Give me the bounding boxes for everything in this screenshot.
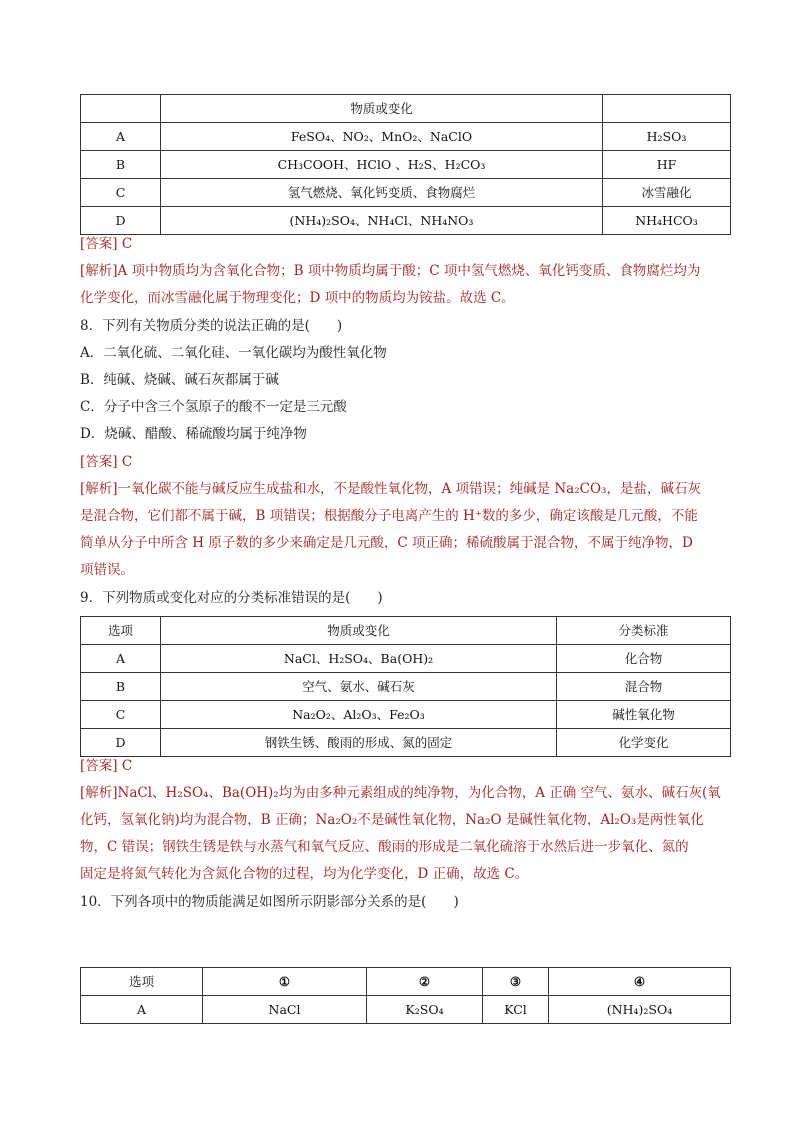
q8-analysis-line: 是混合物，它们都不属于碱，B 项错误；根据酸分子电离产生的 H⁺数的多少，确定该酸是几元酸，不能	[80, 508, 698, 524]
q9-analysis-line: 物，C 错误；钢铁生锈是铁与水蒸气和氧气反应、酸雨的形成是二氧化硫溶于水然后进一步氧化、氮的	[80, 839, 689, 855]
q7-analysis-line: 化学变化，而冰雪融化属于物理变化；D 项中的物质均为铵盐。故选 C。	[80, 290, 515, 306]
q9-table	[80, 616, 731, 757]
row-content: 空气、氨水、碱石灰	[161, 673, 557, 701]
row-label: D	[81, 207, 161, 235]
q9-analysis-line: [解析]NaCl、H₂SO₄、Ba(OH)₂均为由多种元素组成的纯净物，为化合物，A 正确 空气、氨水、碱石灰(氧	[80, 785, 721, 801]
table-header-cell	[81, 95, 161, 123]
q8-option-b: B．纯碱、烧碱、碱石灰都属于碱	[80, 372, 279, 388]
q9-answer: [答案] C	[80, 758, 133, 774]
row-label: A	[81, 123, 161, 151]
q8-analysis-line: 简单从分子中所含 H 原子数的多少来确定是几元酸，C 项正确；稀硫酸属于混合物，不属于纯净物，D	[80, 535, 693, 551]
table-header-cell: 物质或变化	[161, 95, 603, 123]
table-row	[81, 123, 731, 151]
row-content: Na₂O₂、Al₂O₃、Fe₂O₃	[161, 701, 557, 729]
q9-analysis-line: 化钙，氢氧化钠)均为混合物，B 正确；Na₂O₂不是碱性氧化物，Na₂O 是碱性氧化物，Al₂O₃是两性氧化	[80, 812, 704, 828]
row-label: C	[81, 179, 161, 207]
row-category: 化学变化	[557, 729, 731, 757]
q8-option-a: A．二氧化硫、二氧化硅、一氧化碳均为酸性氧化物	[80, 345, 387, 361]
row-cell: K₂SO₄	[367, 996, 483, 1024]
q7-analysis-line: [解析]A 项中物质均为含氧化合物；B 项中物质均属于酸；C 项中氢气燃烧、氧化钙变质、食物腐烂均为	[80, 263, 701, 279]
table-header-cell: 选项	[81, 968, 203, 996]
row-label: D	[81, 729, 161, 757]
row-label: B	[81, 673, 161, 701]
row-extra: 冰雪融化	[603, 179, 731, 207]
table-header-cell: ①	[203, 968, 367, 996]
table-row	[81, 729, 731, 757]
table-header-cell: ④	[549, 968, 731, 996]
row-category: 碱性氧化物	[557, 701, 731, 729]
q8-analysis-line: 项错误。	[80, 562, 134, 578]
q8-stem: 8．下列有关物质分类的说法正确的是( )	[80, 318, 343, 334]
table-header-cell: ②	[367, 968, 483, 996]
row-category: 化合物	[557, 645, 731, 673]
table-header-cell: 分类标准	[557, 617, 731, 645]
row-cell: NaCl	[203, 996, 367, 1024]
table-header-cell: 选项	[81, 617, 161, 645]
q8-option-c: C．分子中含三个氢原子的酸不一定是三元酸	[80, 399, 347, 415]
table-header-row	[81, 95, 731, 123]
row-label: A	[81, 645, 161, 673]
row-content: 氢气燃烧、氧化钙变质、食物腐烂	[161, 179, 603, 207]
row-cell: KCl	[483, 996, 549, 1024]
row-label: B	[81, 151, 161, 179]
row-content: 钢铁生锈、酸雨的形成、氮的固定	[161, 729, 557, 757]
table-header-row	[81, 968, 731, 996]
row-extra: HF	[603, 151, 731, 179]
q7-answer: [答案] C	[80, 236, 133, 252]
table-header-row	[81, 617, 731, 645]
row-extra: NH₄HCO₃	[603, 207, 731, 235]
table-row	[81, 673, 731, 701]
q8-analysis-line: [解析]一氧化碳不能与碱反应生成盐和水，不是酸性氧化物，A 项错误；纯碱是 Na₂CO₃，是盐，碱石灰	[80, 481, 701, 497]
table-row	[81, 207, 731, 235]
row-label: C	[81, 701, 161, 729]
row-label: A	[81, 996, 203, 1024]
table-header-cell: 物质或变化	[161, 617, 557, 645]
table-header-cell	[603, 95, 731, 123]
q10-table	[80, 967, 731, 1024]
row-content: NaCl、H₂SO₄、Ba(OH)₂	[161, 645, 557, 673]
table-header-cell: ③	[483, 968, 549, 996]
q9-analysis-line: 固定是将氮气转化为含氮化合物的过程，均为化学变化，D 正确，故选 C。	[80, 866, 529, 882]
table-row	[81, 645, 731, 673]
table-row	[81, 179, 731, 207]
q9-stem: 9．下列物质或变化对应的分类标准错误的是( )	[80, 590, 383, 606]
row-content: (NH₄)₂SO₄、NH₄Cl、NH₄NO₃	[161, 207, 603, 235]
row-category: 混合物	[557, 673, 731, 701]
q7-table	[80, 94, 731, 235]
q8-answer: [答案] C	[80, 454, 133, 470]
q10-stem: 10．下列各项中的物质能满足如图所示阴影部分关系的是( )	[80, 894, 459, 910]
row-extra: H₂SO₃	[603, 123, 731, 151]
row-content: FeSO₄、NO₂、MnO₂、NaClO	[161, 123, 603, 151]
table-row	[81, 701, 731, 729]
row-cell: (NH₄)₂SO₄	[549, 996, 731, 1024]
row-content: CH₃COOH、HClO 、H₂S、H₂CO₃	[161, 151, 603, 179]
table-row	[81, 996, 731, 1024]
table-row	[81, 151, 731, 179]
q8-option-d: D．烧碱、醋酸、稀硫酸均属于纯净物	[80, 426, 307, 442]
